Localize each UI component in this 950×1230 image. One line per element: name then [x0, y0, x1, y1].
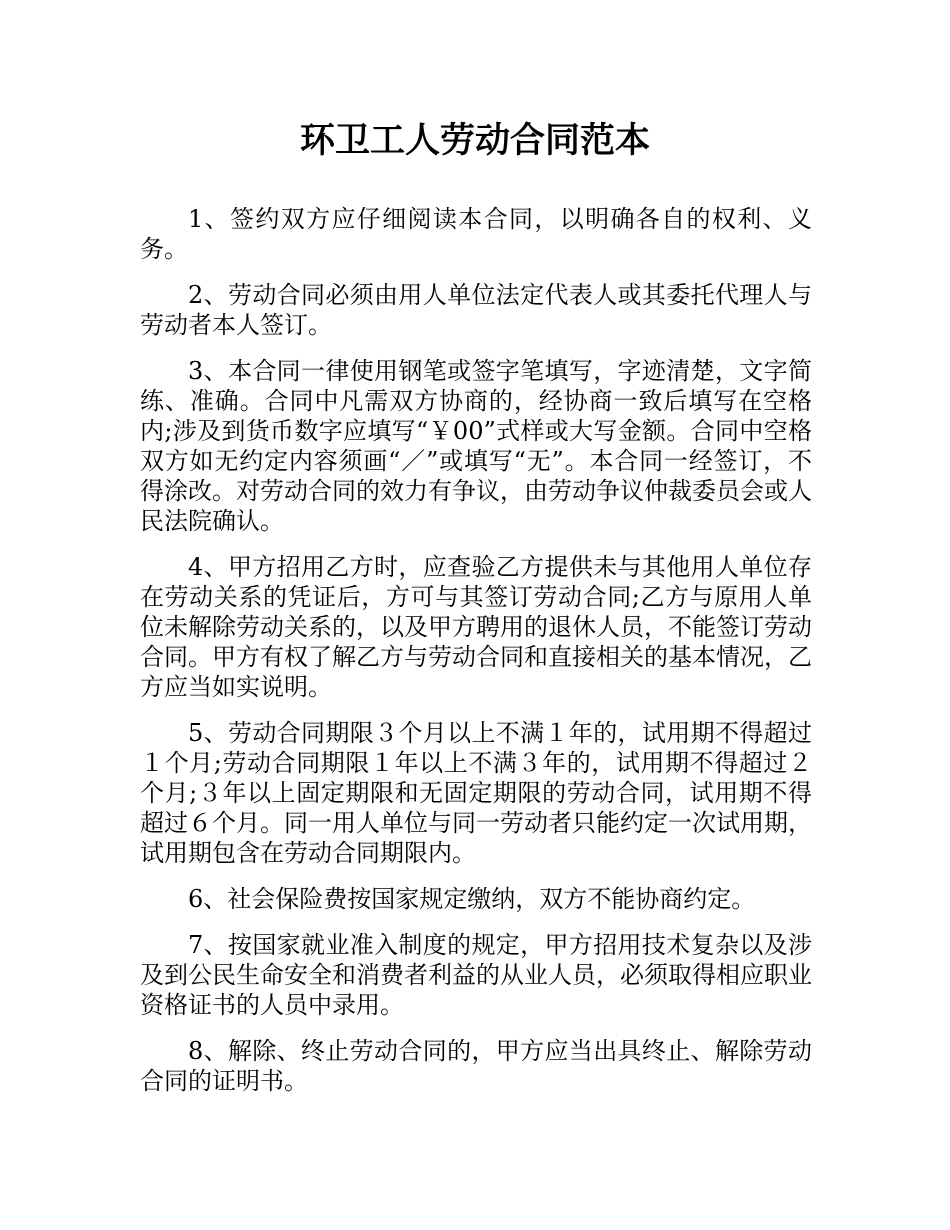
- paragraph-2: 2、劳动合同必须由用人单位法定代表人或其委托代理人与劳动者本人签订。: [140, 281, 812, 339]
- paragraph-7: 7、按国家就业准入制度的规定，甲方招用技术复杂以及涉及到公民生命安全和消费者利益的从业人员，必须取得相应职业资格证书的人员中录用。: [140, 931, 812, 1019]
- paragraph-1: 1、签约双方应仔细阅读本合同，以明确各自的权利、义务。: [140, 205, 812, 263]
- paragraph-3: 3、本合同一律使用钢笔或签字笔填写，字迹清楚，文字简练、准确。合同中凡需双方协商的，经协商一致后填写在空格内;涉及到货币数字应填写“￥00”式样或大写金额。合同中空格双方如无约定内容须画“／”或填写“无”。本合同一经签订，不得涂改。对劳动合同的效力有争议，由劳动争议仲裁委员会或人民法院确认。: [140, 357, 812, 535]
- document-body: [140, 204, 812, 1112]
- paragraph-4: 4、甲方招用乙方时，应查验乙方提供未与其他用人单位存在劳动关系的凭证后，方可与其签订劳动合同;乙方与原用人单位未解除劳动关系的，以及甲方聘用的退休人员，不能签订劳动合同。甲方有权了解乙方与劳动合同和直接相关的基本情况，乙方应当如实说明。: [140, 553, 812, 701]
- page-title: 环卫工人劳动合同范本: [299, 121, 650, 161]
- paragraph-5: 5、劳动合同期限３个月以上不满１年的，试用期不得超过１个月;劳动合同期限１年以上不满３年的，试用期不得超过２个月;３年以上固定期限和无固定期限的劳动合同，试用期不得超过６个月。同一用人单位与同一劳动者只能约定一次试用期，试用期包含在劳动合同期限内。: [140, 719, 812, 867]
- paragraph-8: 8、解除、终止劳动合同的，甲方应当出具终止、解除劳动合同的证明书。: [140, 1037, 812, 1095]
- paragraph-6: 6、社会保险费按国家规定缴纳，双方不能协商约定。: [188, 885, 756, 913]
